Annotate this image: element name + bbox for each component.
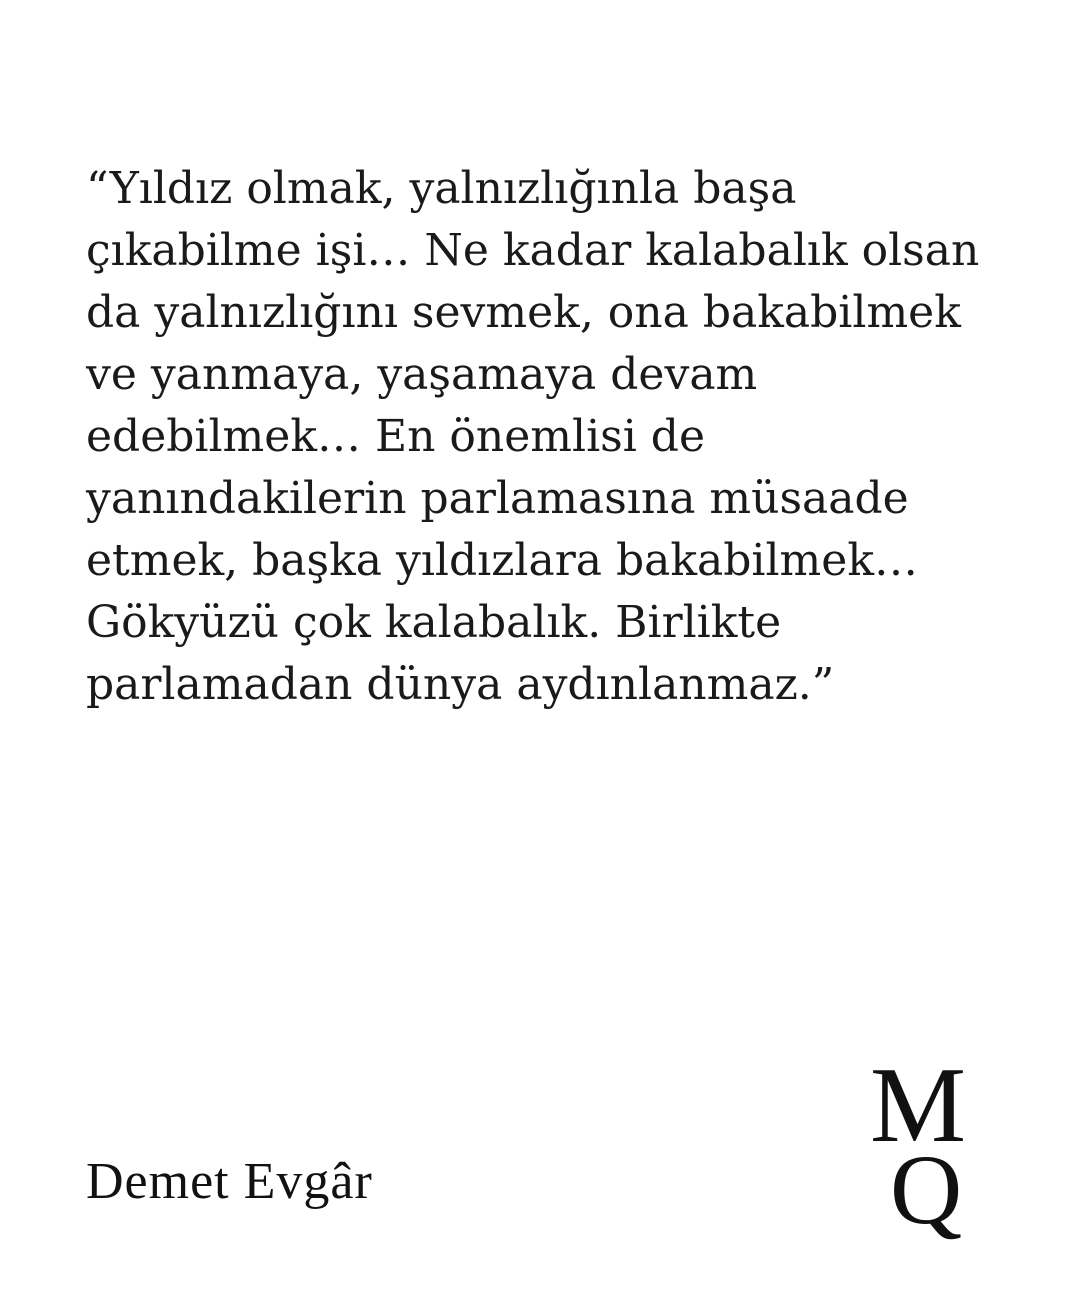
quote-line: parlamadan dünya aydınlanmaz.” <box>86 659 835 710</box>
quote-line: çıkabilme işi… Ne kadar kalabalık olsan <box>86 225 980 276</box>
quote-line: yanındakilerin parlamasına müsaade <box>86 473 909 524</box>
quote-line: edebilmek… En önemlisi de <box>86 411 705 462</box>
logo-letter-m: M <box>870 1046 967 1165</box>
quote-line: “Yıldız olmak, yalnızlığınla başa <box>86 163 797 214</box>
mq-logo <box>866 1046 986 1252</box>
author-name: Demet Evgâr <box>86 1153 373 1210</box>
logo-letter-q: Q <box>890 1134 963 1245</box>
quote-line: ve yanmaya, yaşamaya devam <box>86 349 758 400</box>
quote-line: etmek, başka yıldızlara bakabilmek… <box>86 535 918 586</box>
quote-text <box>86 158 1046 716</box>
quote-line: Gökyüzü çok kalabalık. Birlikte <box>86 597 782 648</box>
quote-line: da yalnızlığını sevmek, ona bakabilmek <box>86 287 961 338</box>
